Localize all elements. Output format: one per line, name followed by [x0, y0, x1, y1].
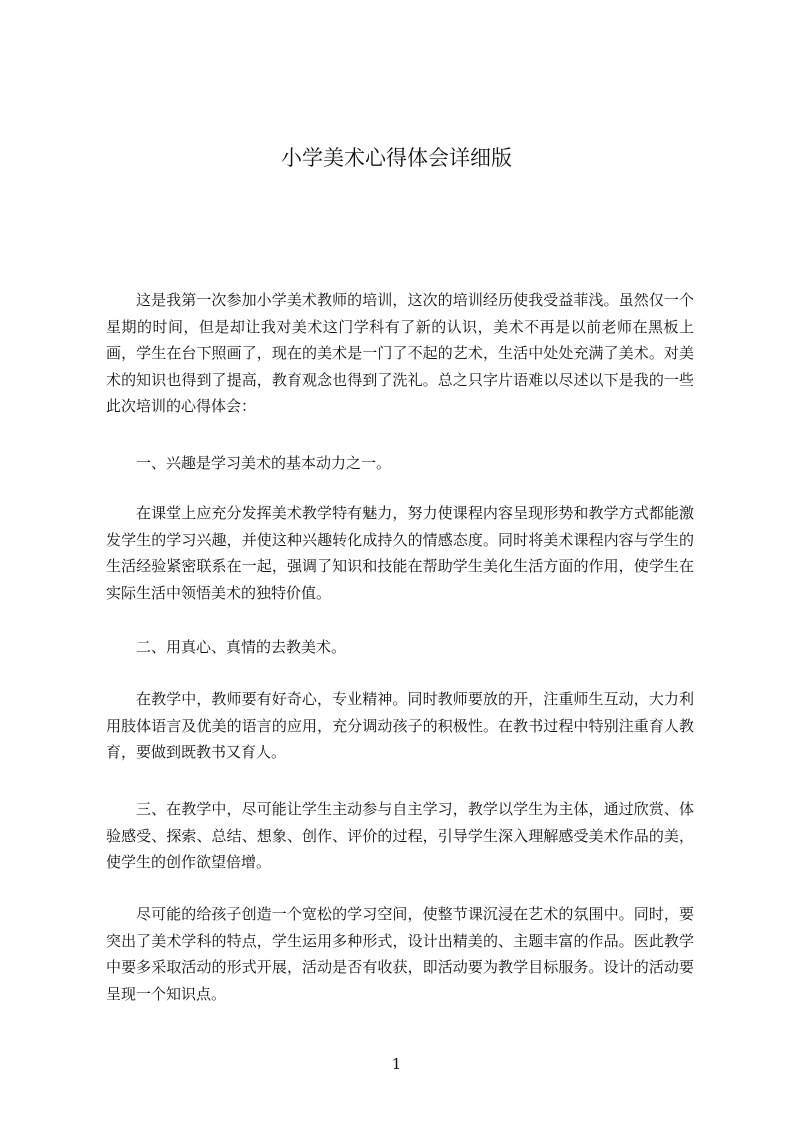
- closing-paragraph: 尽可能的给孩子创造一个宽松的学习空间，使整节课沉浸在艺术的氛围中。同时，要突出了美术学科的特点，学生运用多种形式，设计出精美的、主题丰富的作品。医此教学中要多采取活动的形式开展，活动是否有收获，即活动要为教学目标服务。设计的活动要呈现一个知识点。: [106, 905, 694, 1003]
- intro-paragraph: 这是我第一次参加小学美术教师的培训，这次的培训经历使我受益菲浅。虽然仅一个星期的时间，但是却让我对美术这门学科有了新的认识，美术不再是以前老师在黑板上画，学生在台下照画了，现在的美术是一门了不起的艺术，生活中处处充满了美术。对美术的知识也得到了提高，教育观念也得到了洗礼。总之只字片语难以尽述以下是我的一些此次培训的心得体会：: [106, 291, 694, 415]
- section-1-paragraph: 在课堂上应充分发挥美术教学特有魅力，努力使课程内容呈现形势和教学方式都能激发学生的学习兴趣，并使这种兴趣转化成持久的情感态度。同时将美术课程内容与学生的生活经验紧密联系在一起，强调了知识和技能在帮助学生美化生活方面的作用，使学生在实际生活中领悟美术的独特价值。: [106, 504, 694, 602]
- section-2-paragraph: 在教学中，教师要有好奇心，专业精神。同时教师要放的开，注重师生互动，大力利用肢体语言及优美的语言的应用，充分调动孩子的积极性。在教书过程中特别注重育人教育，要做到既教书又育人。: [106, 690, 694, 761]
- document-title: 小学美术心得体会详细版: [281, 146, 512, 170]
- section-heading-1: 一、兴趣是学习美术的基本动力之一。: [136, 454, 392, 472]
- section-3-paragraph: 三、在教学中，尽可能让学生主动参与自主学习，教学以学生为主体，通过欣赏、体验感受、探索、总结、想象、创作、评价的过程，引导学生深入理解感受美术作品的美，使学生的创作欲望倍增。: [106, 800, 694, 871]
- section-heading-2: 二、用真心、真情的去教美术。: [136, 638, 347, 656]
- page-number: 1: [391, 1055, 402, 1073]
